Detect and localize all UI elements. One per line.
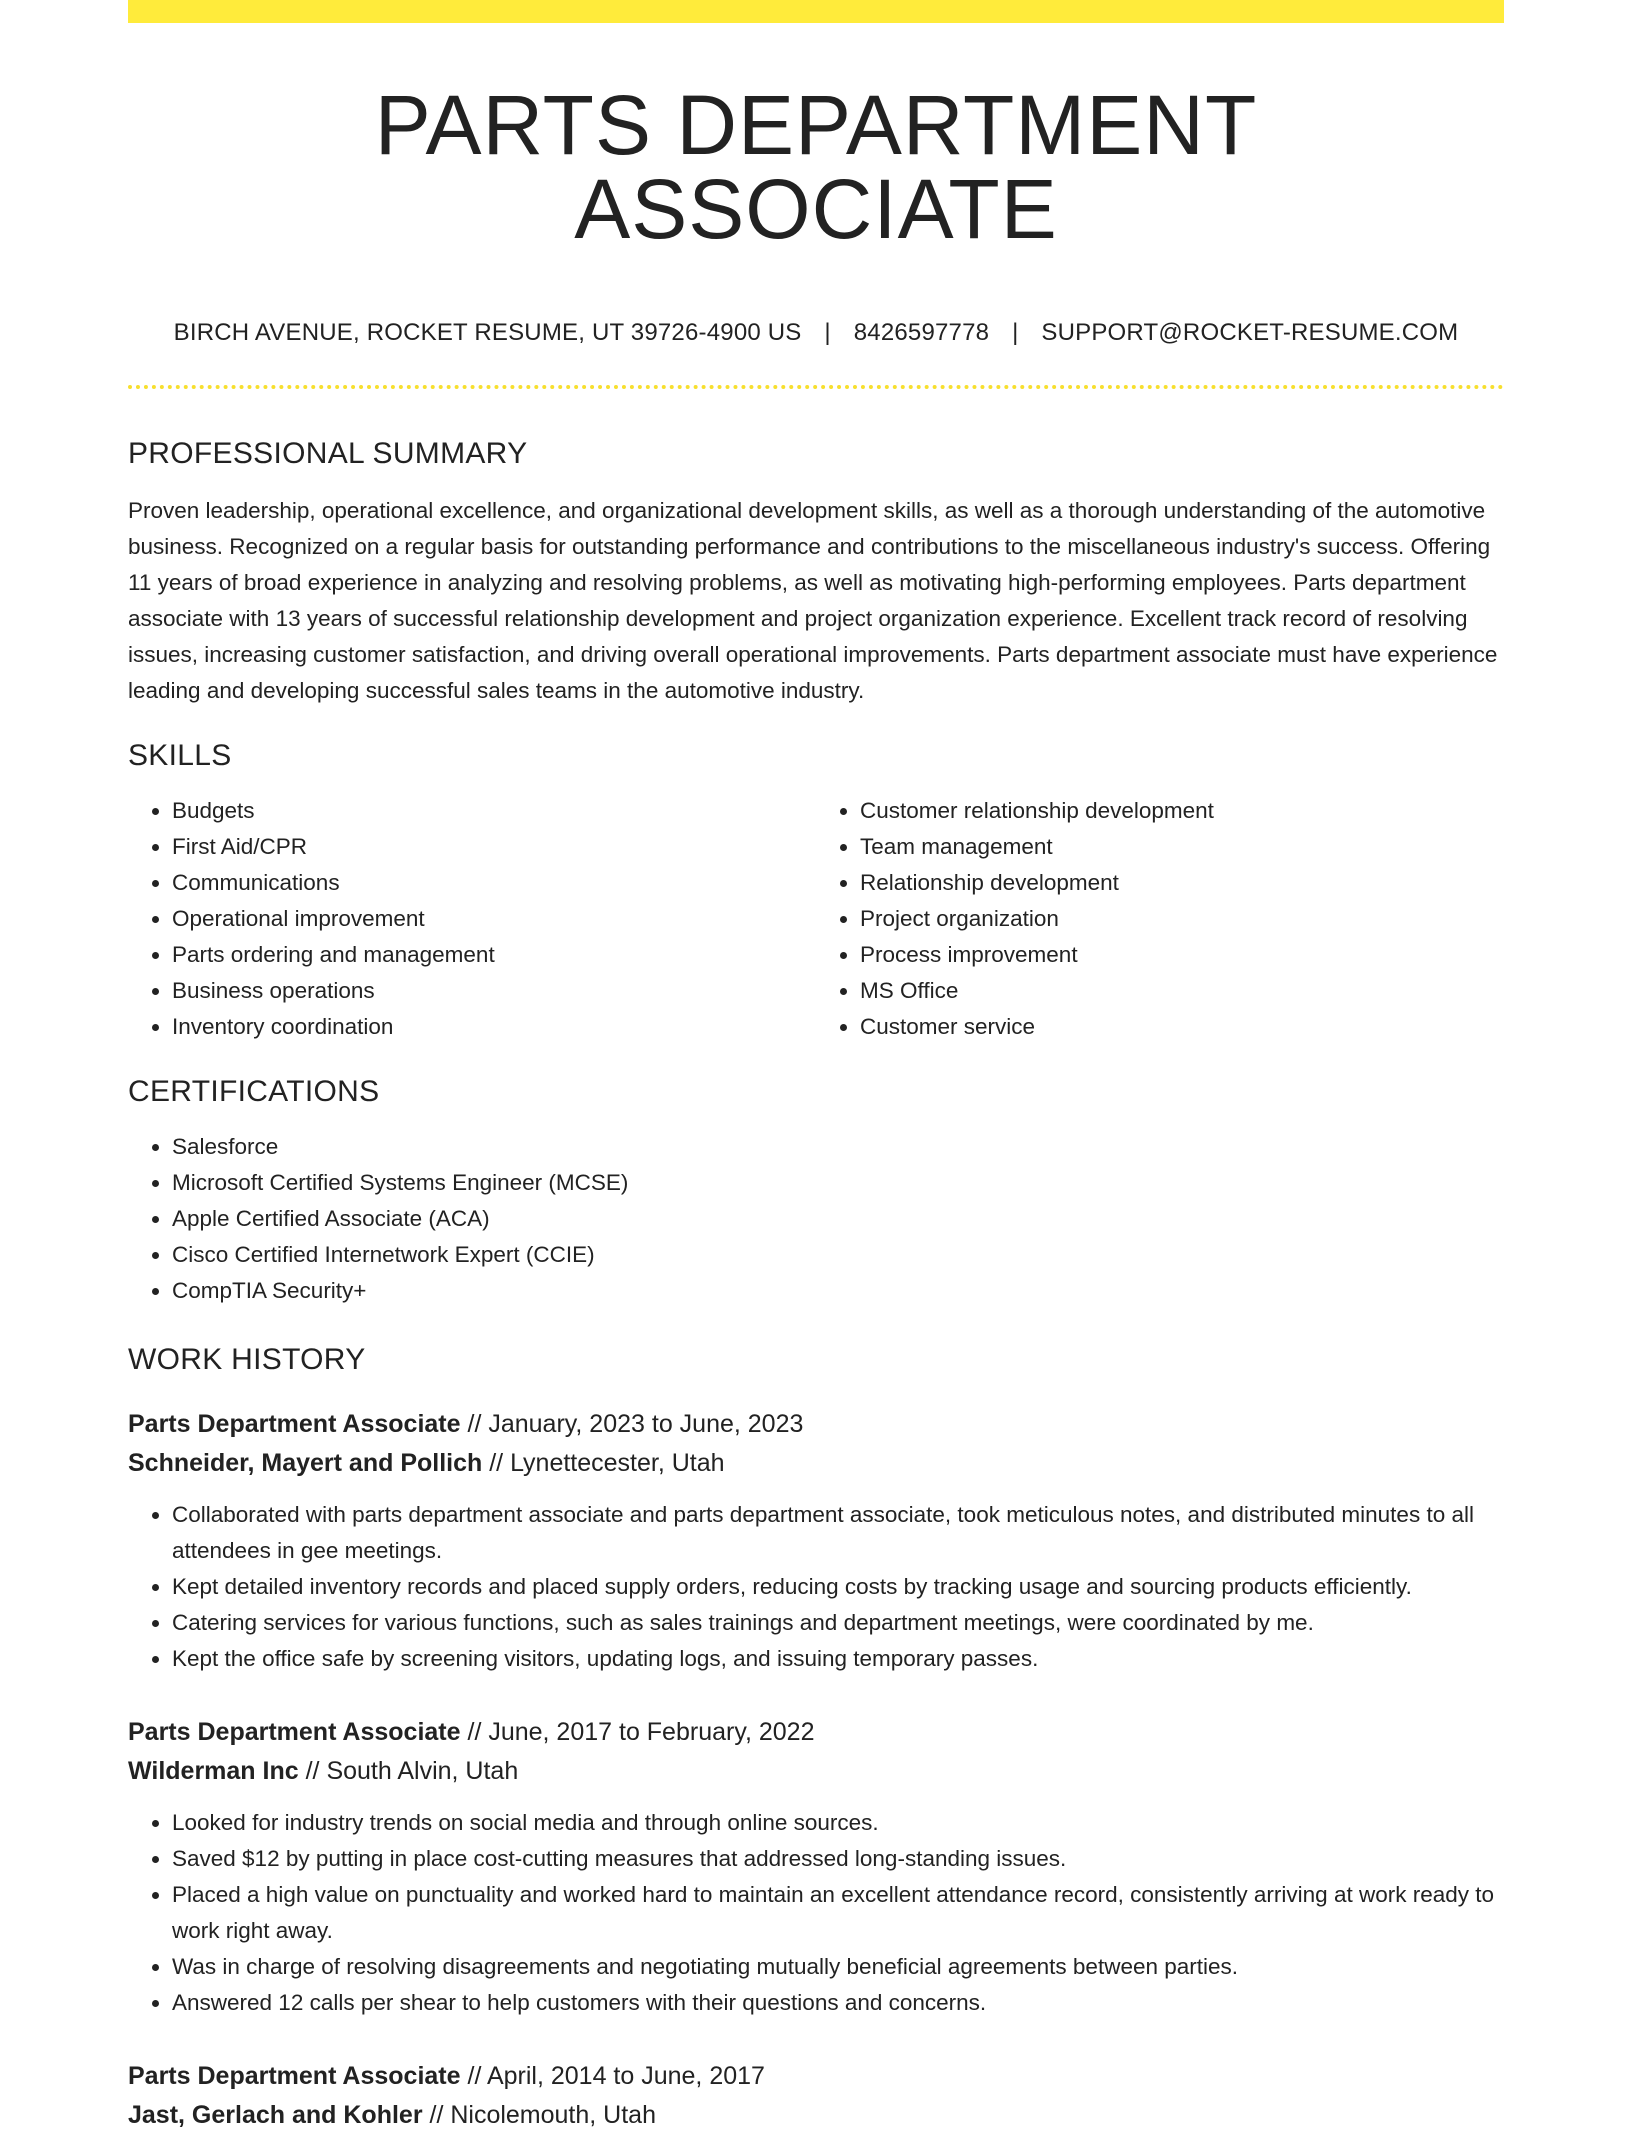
- accent-top-bar: [128, 0, 1504, 23]
- contact-separator: |: [824, 319, 831, 346]
- job-entry: [128, 2057, 1504, 2135]
- job-bullet: • Looked for industry trends on social media and through online sources.: [172, 1805, 1504, 1841]
- summary-paragraph: Proven leadership, operational excellence, and organizational development skills, as well as a thorough understanding of the automotive business. Recognized on a regular basis for outstanding performance and contributions to the miscellaneous industry's success. Offering 11 years of broad experience in analyzing and resolving problems, as well as motivating high-performing employees. Parts department associate with 13 years of successful relationship development and project organization experience. Excellent track record of resolving issues, increasing customer satisfaction, and driving overall operational improvements. Parts department associate must have experience leading and developing successful sales teams in the automotive industry.: [128, 498, 1498, 703]
- job-location: // South Alvin, Utah: [298, 1757, 519, 1785]
- job-bullet: • Kept the office safe by screening visitors, updating logs, and issuing temporary passes.: [172, 1641, 1504, 1677]
- contact-email: SUPPORT@ROCKET-RESUME.COM: [1041, 319, 1459, 346]
- job-company: Jast, Gerlach and Kohler: [128, 2101, 423, 2129]
- job-company-line: [128, 1752, 1504, 1791]
- resume-page: [128, 0, 1504, 2135]
- certification-item: • Apple Certified Associate (ACA): [172, 1201, 1504, 1237]
- skills-left-list: [128, 793, 816, 1045]
- job-company-line: [128, 1444, 1504, 1483]
- certification-item: • Microsoft Certified Systems Engineer (MCSE): [172, 1165, 1504, 1201]
- job-company: Wilderman Inc: [128, 1757, 299, 1785]
- skill-item: • Communications: [172, 865, 816, 901]
- job-dates: // June, 2017 to February, 2022: [460, 1718, 815, 1746]
- job-dates: // January, 2023 to June, 2023: [460, 1410, 804, 1438]
- skill-item: • Team management: [860, 829, 1504, 865]
- job-bullet: • Was in charge of resolving disagreements and negotiating mutually beneficial agreements between parties.: [172, 1949, 1504, 1985]
- certification-item: • CompTIA Security+: [172, 1273, 1504, 1309]
- skill-item: • Operational improvement: [172, 901, 816, 937]
- skill-item: • Inventory coordination: [172, 1009, 816, 1045]
- job-bullet: • Saved $12 by putting in place cost-cutting measures that addressed long-standing issues.: [172, 1841, 1504, 1877]
- certification-item: • Cisco Certified Internetwork Expert (CCIE): [172, 1237, 1504, 1273]
- job-role: Parts Department Associate: [128, 1718, 461, 1746]
- skill-item: • Budgets: [172, 793, 816, 829]
- job-bullet: • Answered 12 calls per shear to help customers with their questions and concerns.: [172, 1985, 1504, 2021]
- skill-item: • Process improvement: [860, 937, 1504, 973]
- job-role: Parts Department Associate: [128, 1410, 461, 1438]
- section-title-skills: SKILLS: [128, 739, 232, 772]
- skills-right-list: [816, 793, 1504, 1045]
- dotted-divider: [128, 385, 1504, 389]
- job-company: Schneider, Mayert and Pollich: [128, 1449, 483, 1477]
- skill-item: • Parts ordering and management: [172, 937, 816, 973]
- contact-separator: |: [1012, 319, 1019, 346]
- job-bullets: [128, 1497, 1504, 1677]
- job-bullets: [128, 1805, 1504, 2021]
- skill-item: • Relationship development: [860, 865, 1504, 901]
- job-entry: [128, 1713, 1504, 2021]
- section-title-work-history: WORK HISTORY: [128, 1343, 366, 1376]
- skill-item: • Project organization: [860, 901, 1504, 937]
- job-role-line: [128, 2057, 1504, 2096]
- skill-item: • First Aid/CPR: [172, 829, 816, 865]
- job-entry: [128, 1405, 1504, 1677]
- section-title-certifications: CERTIFICATIONS: [128, 1075, 380, 1108]
- job-role-line: [128, 1405, 1504, 1444]
- contact-address: BIRCH AVENUE, ROCKET RESUME, UT 39726-4900 US: [173, 319, 802, 346]
- job-bullet: • Catering services for various functions, such as sales trainings and department meetings, were coordinated by me.: [172, 1605, 1504, 1641]
- job-dates: // April, 2014 to June, 2017: [460, 2062, 765, 2090]
- job-location: // Lynettecester, Utah: [482, 1449, 725, 1477]
- skill-item: • MS Office: [860, 973, 1504, 1009]
- job-bullet: • Kept detailed inventory records and placed supply orders, reducing costs by tracking usage and sourcing products efficiently.: [172, 1569, 1504, 1605]
- job-role-line: [128, 1713, 1504, 1752]
- job-location: // Nicolemouth, Utah: [422, 2101, 656, 2129]
- skill-item: • Customer relationship development: [860, 793, 1504, 829]
- skill-item: • Business operations: [172, 973, 816, 1009]
- section-title-summary: PROFESSIONAL SUMMARY: [128, 437, 528, 470]
- contact-line: [128, 319, 1504, 347]
- job-bullet: • Collaborated with parts department associate and parts department associate, took meticulous notes, and distributed minutes to all attendees in gee meetings.: [172, 1497, 1504, 1569]
- job-bullet: • Placed a high value on punctuality and worked hard to maintain an excellent attendance record, consistently arriving at work ready to work right away.: [172, 1877, 1504, 1949]
- resume-name-title: PARTS DEPARTMENT ASSOCIATE: [374, 78, 1258, 256]
- skill-item: • Customer service: [860, 1009, 1504, 1045]
- contact-phone: 8426597778: [853, 319, 990, 346]
- job-company-line: [128, 2096, 1504, 2135]
- job-role: Parts Department Associate: [128, 2062, 461, 2090]
- certification-item: • Salesforce: [172, 1129, 1504, 1165]
- skills-columns: [128, 793, 1504, 1045]
- certifications-list: [128, 1129, 1504, 1309]
